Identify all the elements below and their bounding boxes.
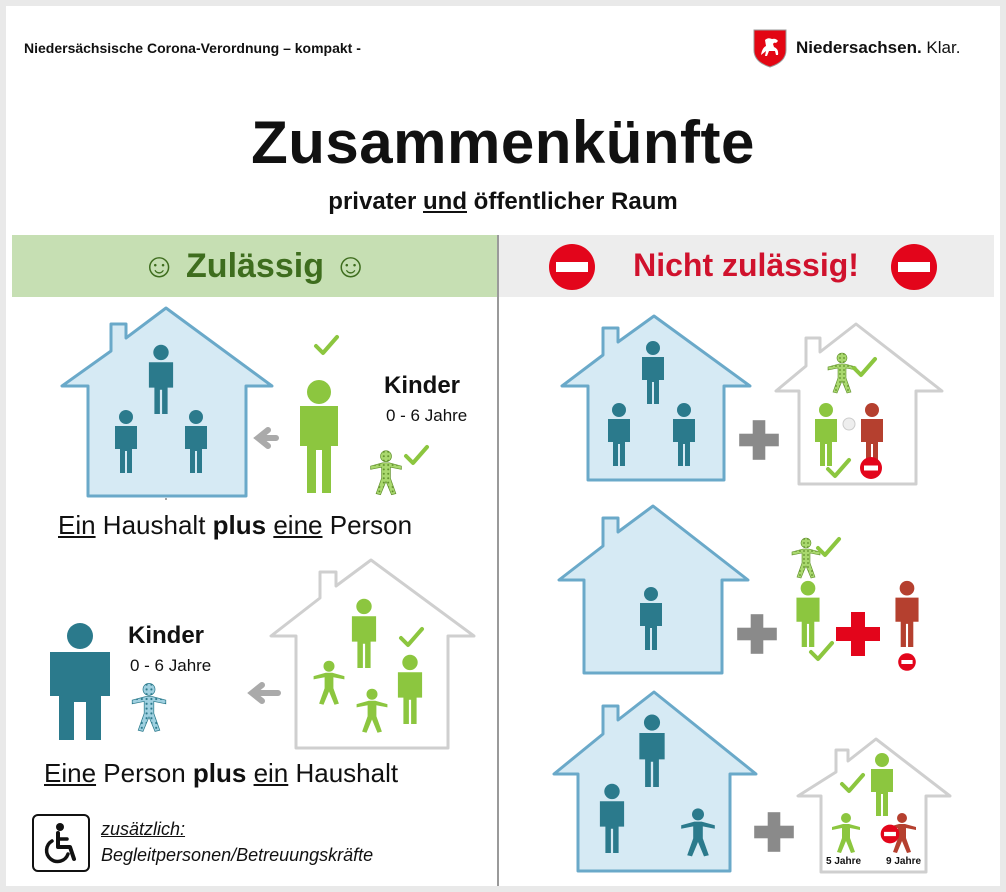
page-title: Zusammenkünfte <box>251 109 755 176</box>
check-icon <box>818 539 839 555</box>
age-range-label: 0 - 6 Jahre <box>386 406 468 425</box>
no-entry-icon <box>881 825 900 844</box>
household-house-outline <box>776 324 942 484</box>
caption-household-plus-person: Ein Haushalt plus eine Person <box>58 510 413 540</box>
logo-brand: Niedersachsen. <box>796 38 922 57</box>
infographic-page <box>6 6 1000 886</box>
allowed-heading: ☺ Zulässig ☺ <box>141 246 369 285</box>
child-icon <box>371 451 402 495</box>
no-entry-icon <box>860 457 882 479</box>
not-allowed-heading: Nicht zulässig! <box>633 247 859 283</box>
age-range-label: 0 - 6 Jahre <box>130 656 212 675</box>
subtitle-part-b: öffentlicher Raum <box>467 188 678 215</box>
no-entry-icon <box>898 653 916 671</box>
additional-note <box>101 816 373 868</box>
logo-suffix: Klar. <box>926 38 961 57</box>
household-house-outline <box>798 739 950 872</box>
guest-person-icon <box>300 380 338 493</box>
illustrations <box>6 6 1000 886</box>
age-label-9: 9 Jahre <box>886 856 922 867</box>
child-icon <box>132 683 166 731</box>
plus-icon <box>737 614 777 654</box>
header-subtitle: Niedersächsische Corona-Verordnung – kompakt - <box>24 40 361 56</box>
arrow-left-icon <box>252 685 278 701</box>
plus-icon <box>739 420 779 460</box>
kinder-label: Kinder <box>384 372 461 399</box>
caption-person-plus-household: Eine Person plus ein Haushalt <box>44 758 399 788</box>
person-icon <box>895 581 918 647</box>
additional-note-heading: zusätzlich: <box>101 819 186 839</box>
check-icon <box>316 337 337 353</box>
kinder-label: Kinder <box>128 622 205 649</box>
arrow-left-icon <box>258 430 276 446</box>
subtitle-und: und <box>423 188 467 215</box>
wheelchair-icon <box>32 814 90 872</box>
plus-icon <box>836 612 880 656</box>
subtitle-part-a: privater <box>328 188 424 215</box>
person-icon <box>796 581 819 647</box>
single-person-icon <box>50 623 110 740</box>
child-icon <box>792 538 820 578</box>
plus-icon <box>754 812 794 852</box>
additional-note-text: Begleitpersonen/Betreuungskräfte <box>101 845 374 865</box>
age-label-5: 5 Jahre <box>826 856 862 867</box>
check-icon <box>406 447 427 463</box>
